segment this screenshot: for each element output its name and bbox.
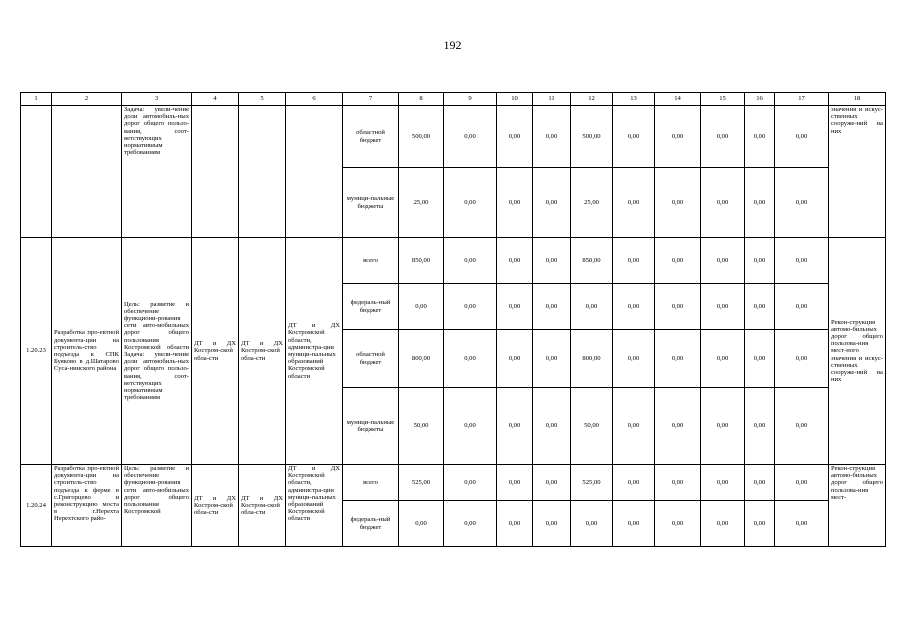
value-cell: 500,00 [571,106,613,168]
budget-cell: федераль-ный бюджет [343,501,399,547]
value-cell: 525,00 [571,465,613,501]
value-cell: 0,00 [775,388,829,465]
executor-cell: ДТ и ДХ Костром-ской обла-сти [239,465,286,547]
value-cell: 50,00 [399,388,444,465]
col-header: 6 [286,93,343,106]
value-cell: 0,00 [497,465,533,501]
value-cell: 0,00 [775,238,829,284]
value-cell: 0,00 [533,501,571,547]
value-cell: 0,00 [745,501,775,547]
table-row [21,238,886,284]
value-cell: 0,00 [701,388,745,465]
value-cell: 0,00 [775,330,829,388]
col-header: 17 [775,93,829,106]
col-header: 3 [122,93,192,106]
col-header: 13 [613,93,655,106]
value-cell: 525,00 [399,465,444,501]
value-cell: 0,00 [571,501,613,547]
value-cell: 0,00 [701,465,745,501]
value-cell: 0,00 [613,168,655,238]
value-cell: 0,00 [655,106,701,168]
col-header: 8 [399,93,444,106]
col-header: 14 [655,93,701,106]
budget-cell: областной бюджет [343,106,399,168]
page-number: 192 [443,38,462,52]
value-cell: 25,00 [571,168,613,238]
value-cell: 0,00 [444,284,497,330]
value-cell: 0,00 [775,465,829,501]
value-cell: 0,00 [497,388,533,465]
table-row [21,465,886,501]
value-cell: 0,00 [613,465,655,501]
value-cell: 0,00 [745,106,775,168]
value-cell: 0,00 [613,330,655,388]
value-cell: 0,00 [533,284,571,330]
col-header: 5 [239,93,286,106]
value-cell: 0,00 [701,501,745,547]
value-cell: 0,00 [655,388,701,465]
value-cell: 0,00 [497,106,533,168]
budget-cell: всего [343,465,399,501]
value-cell: 500,00 [399,106,444,168]
item-number: 1.20.23 [21,238,52,465]
value-cell: 0,00 [613,501,655,547]
value-cell: 0,00 [497,284,533,330]
value-cell: 50,00 [571,388,613,465]
value-cell: 0,00 [533,330,571,388]
value-cell: 0,00 [533,168,571,238]
value-cell: 0,00 [497,501,533,547]
value-cell: 0,00 [745,284,775,330]
col-header: 11 [533,93,571,106]
result-cell: значения и искус-ственных сооруже-ний на них [829,106,886,238]
value-cell: 0,00 [655,330,701,388]
col-header: 15 [701,93,745,106]
value-cell: 0,00 [775,168,829,238]
value-cell: 0,00 [533,238,571,284]
value-cell: 0,00 [444,106,497,168]
col-header: 4 [192,93,239,106]
task-cell: Задача: увели-чение доли автомобиль-ных дорог общего пользо-вания, соот-ветствующих нормативным требованиям [122,106,192,238]
result-cell: Рекон-струкция автомо-бильных дорог общего пользова-ния мест-ного значения и искус-ственных сооруже-ний на них [829,238,886,465]
value-cell: 0,00 [655,238,701,284]
value-cell: 0,00 [701,284,745,330]
col-header: 2 [52,93,122,106]
budget-cell: муници-пальные бюджеты [343,388,399,465]
value-cell: 0,00 [399,501,444,547]
executor-cell: ДТ и ДХ Костром-ской обла-сти [192,238,239,465]
table-row [21,106,886,168]
executor-cell: ДТ и ДХ Костром-ской обла-сти [192,465,239,547]
value-cell: 0,00 [444,330,497,388]
header-row [21,93,886,106]
col-header: 7 [343,93,399,106]
value-cell: 0,00 [613,238,655,284]
value-cell: 800,00 [399,330,444,388]
value-cell: 0,00 [701,238,745,284]
goal-cell: Цель: развитие и обеспечение функциони-рования сети авто-мобильных дорог общего пользования Костромской [122,465,192,547]
value-cell: 0,00 [613,388,655,465]
value-cell: 0,00 [533,465,571,501]
value-cell: 0,00 [444,465,497,501]
col-header: 18 [829,93,886,106]
item-number: 1.20.24 [21,465,52,547]
col-header: 1 [21,93,52,106]
item-name: Разработка про-ектной документа-ции на строитель-ство подъезда к ферме в с.Григорцево и реконструкцию моста в г.Нерехта Нерехтского райо- [52,465,122,547]
value-cell: 0,00 [775,284,829,330]
value-cell: 0,00 [497,238,533,284]
value-cell: 0,00 [497,330,533,388]
executor-cell: ДТ и ДХ Костромской области, администра-ции муници-пальных образований Костромской области [286,238,343,465]
budget-cell: всего [343,238,399,284]
value-cell: 0,00 [745,238,775,284]
value-cell: 0,00 [775,501,829,547]
result-cell: Рекон-струкция автомо-бильных дорог общего пользова-ния мест- [829,465,886,547]
value-cell: 0,00 [571,284,613,330]
value-cell: 0,00 [444,168,497,238]
value-cell: 0,00 [775,106,829,168]
value-cell: 0,00 [655,168,701,238]
value-cell: 0,00 [745,330,775,388]
value-cell: 850,00 [571,238,613,284]
value-cell: 0,00 [613,284,655,330]
executor-cell: ДТ и ДХ Костром-ской обла-сти [239,238,286,465]
executor-cell: ДТ и ДХ Костромской области, администра-ции муници-пальных образований Костромской области [286,465,343,547]
budget-cell: федераль-ный бюджет [343,284,399,330]
value-cell: 0,00 [444,501,497,547]
value-cell: 0,00 [655,284,701,330]
value-cell: 0,00 [701,106,745,168]
budget-cell: областной бюджет [343,330,399,388]
value-cell: 0,00 [399,284,444,330]
value-cell: 0,00 [533,106,571,168]
value-cell: 0,00 [655,501,701,547]
value-cell: 0,00 [701,168,745,238]
goal-cell: Цель: развитие и обеспечение функциони-рования сети авто-мобильных дорог общего пользования Костромской области Задача: увели-чение доли автомобиль-ных дорог общего пользо-вания, соот-ветствующих нормативным требованиям [122,238,192,465]
budget-cell: муници-пальные бюджеты [343,168,399,238]
col-header: 12 [571,93,613,106]
value-cell: 25,00 [399,168,444,238]
value-cell: 0,00 [497,168,533,238]
value-cell: 0,00 [745,388,775,465]
value-cell: 0,00 [701,330,745,388]
value-cell: 0,00 [745,168,775,238]
value-cell: 0,00 [533,388,571,465]
value-cell: 0,00 [655,465,701,501]
value-cell: 800,00 [571,330,613,388]
value-cell: 0,00 [444,388,497,465]
value-cell: 0,00 [613,106,655,168]
col-header: 10 [497,93,533,106]
item-name: Разработка про-ектной документа-ции на строитель-ство подъезда к СПК Буяково в д.Шатарово Сусa-нинского района [52,238,122,465]
program-table [20,92,886,547]
value-cell: 850,00 [399,238,444,284]
col-header: 9 [444,93,497,106]
col-header: 16 [745,93,775,106]
value-cell: 0,00 [745,465,775,501]
value-cell: 0,00 [444,238,497,284]
